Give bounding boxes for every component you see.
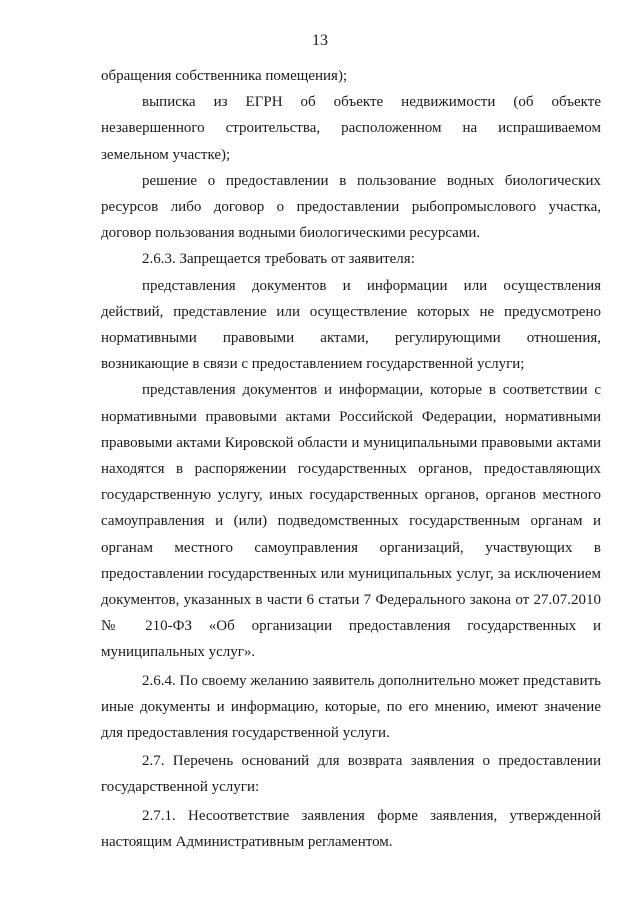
paragraph-6: представления документов и информации, которые в соответствии с нормативными правовыми актами Российской Федерации, нормативными правовыми актами Кировской области и муниципальными правовыми актами находятся в распоряжении государственных органов, предоставляющих государственную услугу, иных государственных органов, органов местного самоуправления и (или) подведомственных государственным органам и органам местного самоуправления организаций, участвующих в предоставлении государственных или муниципальных услуг, за исключением документов, указанных в части 6 статьи 7 Федерального закона от 27.07.2010 № 210-ФЗ «Об организации предоставления государственных и муниципальных услуг».	[101, 382, 601, 661]
paragraph-7: 2.6.4. По своему желанию заявитель дополнительно может представить иные документы и информацию, которые, по его мнению, имеют значение для предоставления государственной услуги.	[101, 672, 601, 742]
paragraph-5: представления документов и информации или осуществления действий, представление или осуществление которых не предусмотрено нормативными правовыми актами, регулирующими отношения, возникающие в связи с предоставлением государственной услуги;	[101, 277, 601, 373]
paragraph-2: выписка из ЕГРН об объекте недвижимости (об объекте незавершенного строительства, расположенном на испрашиваемом земельном участке);	[101, 94, 601, 163]
paragraph-8: 2.7. Перечень оснований для возврата заявления о предоставлении государственной услуги:	[101, 753, 601, 796]
paragraph-1: обращения собственника помещения);	[101, 68, 348, 84]
paragraph-9: 2.7.1. Несоответствие заявления форме заявления, утвержденной настоящим Административным регламентом.	[101, 807, 601, 850]
paragraph-3: решение о предоставлении в пользование водных биологических ресурсов либо договор о предоставлении рыбопромыслового участка, договор пользования водными биологическими ресурсами.	[101, 172, 601, 242]
page-number: 13	[312, 32, 328, 49]
document-body	[101, 63, 601, 855]
paragraph-4: 2.6.3. Запрещается требовать от заявителя:	[142, 251, 415, 268]
